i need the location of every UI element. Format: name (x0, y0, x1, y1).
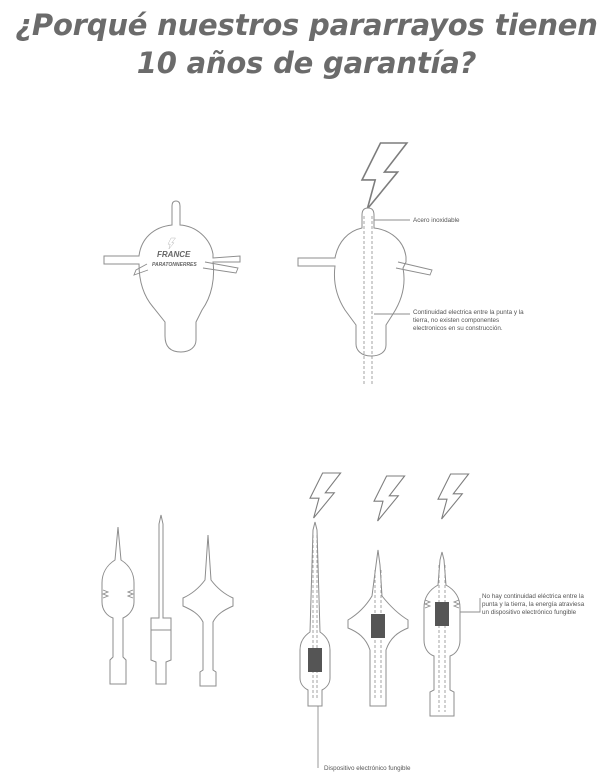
label-continuity-line-3: electronicos en su construcción. (413, 325, 503, 332)
lightning-bolt-icon (362, 143, 407, 209)
section-rod-3 (424, 552, 460, 716)
competitor-rod-2 (151, 515, 171, 684)
section-rod-1 (300, 522, 330, 706)
france-rod-logo-diagram (104, 201, 240, 352)
label-no-continuity-line-1: No hay continuidad eléctrica entre la (482, 593, 584, 600)
title-line-1: ¿Porqué nuestros pararrayos tienen (15, 8, 598, 42)
label-continuity-line-2: tierra, no existen componentes (413, 317, 500, 324)
label-no-continuity-line-3: un dispositivo electrónico fungible (482, 609, 577, 616)
competitor-rod-3 (183, 535, 233, 686)
label-no-continuity-line-2: punta y la tierra, la energía atraviesa (482, 601, 585, 608)
competitor-rods-sections (300, 473, 586, 772)
label-steel: Acero inoxidable (413, 217, 460, 224)
continuity-rod-diagram (298, 143, 525, 384)
no-continuity-leader-line (460, 598, 480, 612)
lightning-bolt-icon (438, 474, 469, 519)
france-rod-body (104, 201, 240, 352)
logo-text-paratonnerres: PARATONNERRES (152, 262, 197, 268)
section-rod-3-device (435, 602, 449, 626)
title-line-2: 10 años de garantía? (136, 46, 477, 80)
continuity-rod-body (298, 208, 406, 356)
competitor-rods-exterior (102, 515, 233, 686)
label-continuity (413, 309, 525, 332)
lightning-bolt-icon (374, 476, 405, 521)
competitor-rod-1 (102, 527, 134, 684)
label-continuity-line-1: Continuidad electrica entre la punta y la (413, 309, 524, 316)
label-fungible-device: Dispositivo electrónico fungible (324, 765, 411, 772)
lightning-bolt-icon (310, 473, 341, 518)
logo-text-france: FRANCE (157, 250, 191, 259)
label-no-continuity (482, 593, 586, 616)
section-rod-1-device (308, 648, 322, 672)
section-rod-2-device (371, 614, 385, 638)
